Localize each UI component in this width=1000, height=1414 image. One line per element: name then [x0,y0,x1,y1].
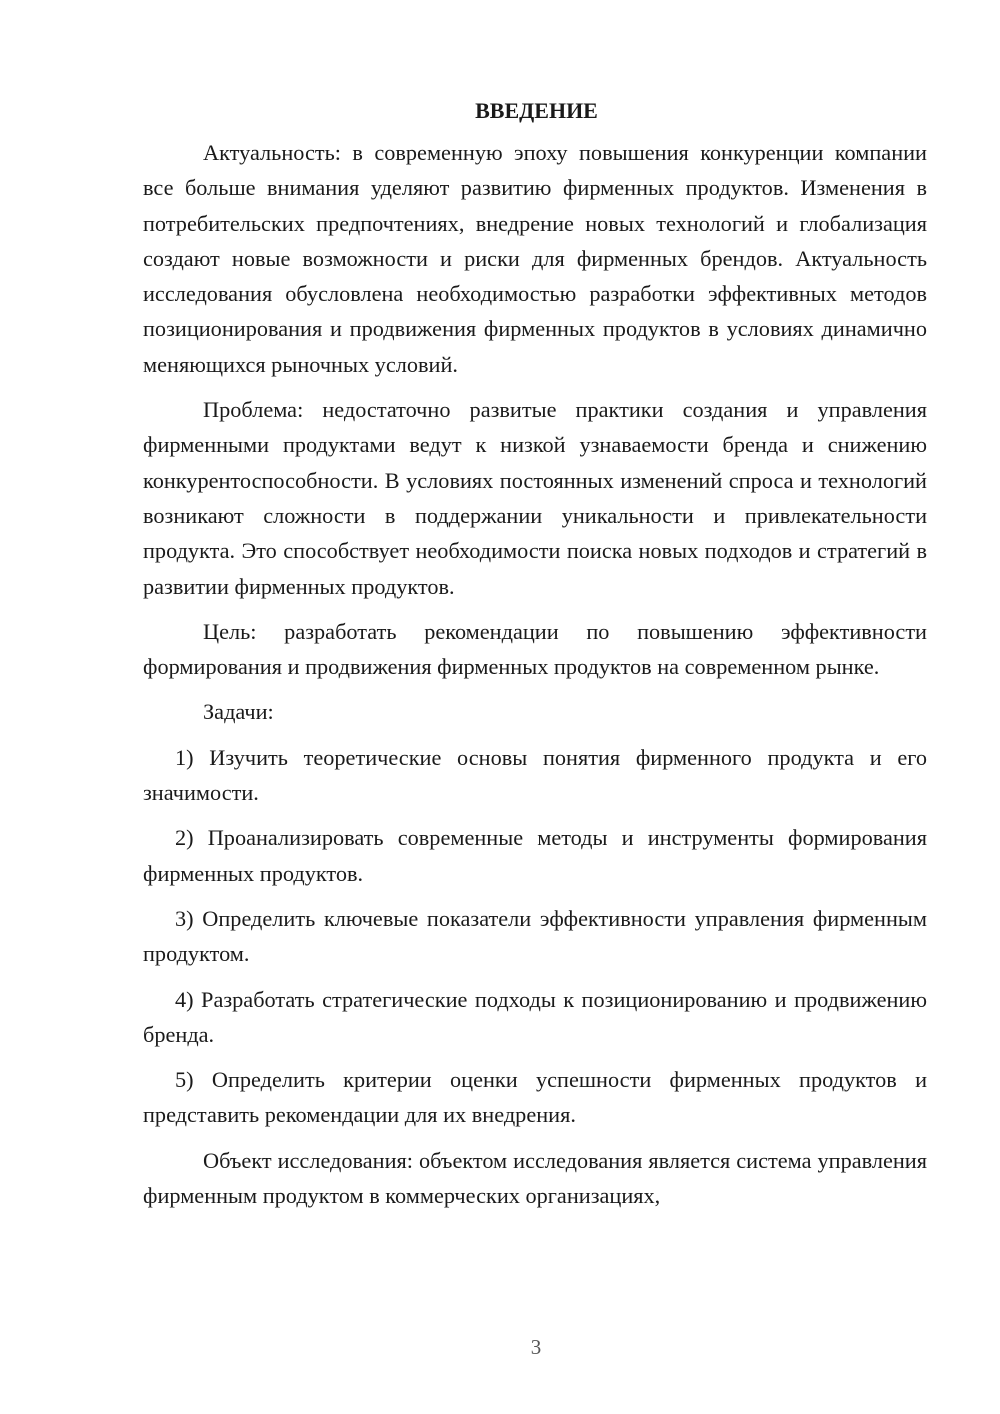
goal-paragraph: Цель: разработать рекомендации по повышению эффективности формирования и продвижения фирменных продуктов на современном рынке. [143,618,927,680]
task-item-1: 1) Изучить теоретические основы понятия фирменного продукта и его значимости. [143,744,927,806]
page-number: 3 [530,1335,542,1359]
task-item-4: 4) Разработать стратегические подходы к позиционированию и продвижению бренда. [143,986,927,1047]
section-title: ВВЕДЕНИЕ [475,98,598,123]
problem-paragraph: Проблема: недостаточно развитые практики создания и управления фирменными продуктами ведут к низкой узнаваемости бренда и снижению конкурентоспособности. В условиях постоянных изменений спроса и технологий возникают сложности в поддержании уникальности и привлекательности продукта. Это способствует необходимости поиска новых подходов и стратегий в развитии фирменных продуктов. [143,397,927,599]
object-paragraph: Объект исследования: объектом исследования является система управления фирменным продуктом в коммерческих организациях, [143,1147,927,1209]
tasks-heading: Задачи: [203,699,274,725]
task-item-5: 5) Определить критерии оценки успешности фирменных продуктов и представить рекомендации для их внедрения. [143,1067,927,1128]
task-item-2: 2) Проанализировать современные методы и инструменты формирования фирменных продуктов. [143,825,927,886]
task-item-3: 3) Определить ключевые показатели эффективности управления фирменным продуктом. [143,905,927,967]
page-content [143,97,927,1213]
relevance-paragraph: Актуальность: в современную эпоху повышения конкуренции компании все больше внимания уделяют развитию фирменных продуктов. Изменения в потребительских предпочтениях, внедрение новых технологий и глобализация создают новые возможности и риски для фирменных брендов. Актуальность исследования обусловлена необходимостью разработки эффективных методов позиционирования и продвижения фирменных продуктов в условиях динамично меняющихся рыночных условий. [143,140,927,377]
